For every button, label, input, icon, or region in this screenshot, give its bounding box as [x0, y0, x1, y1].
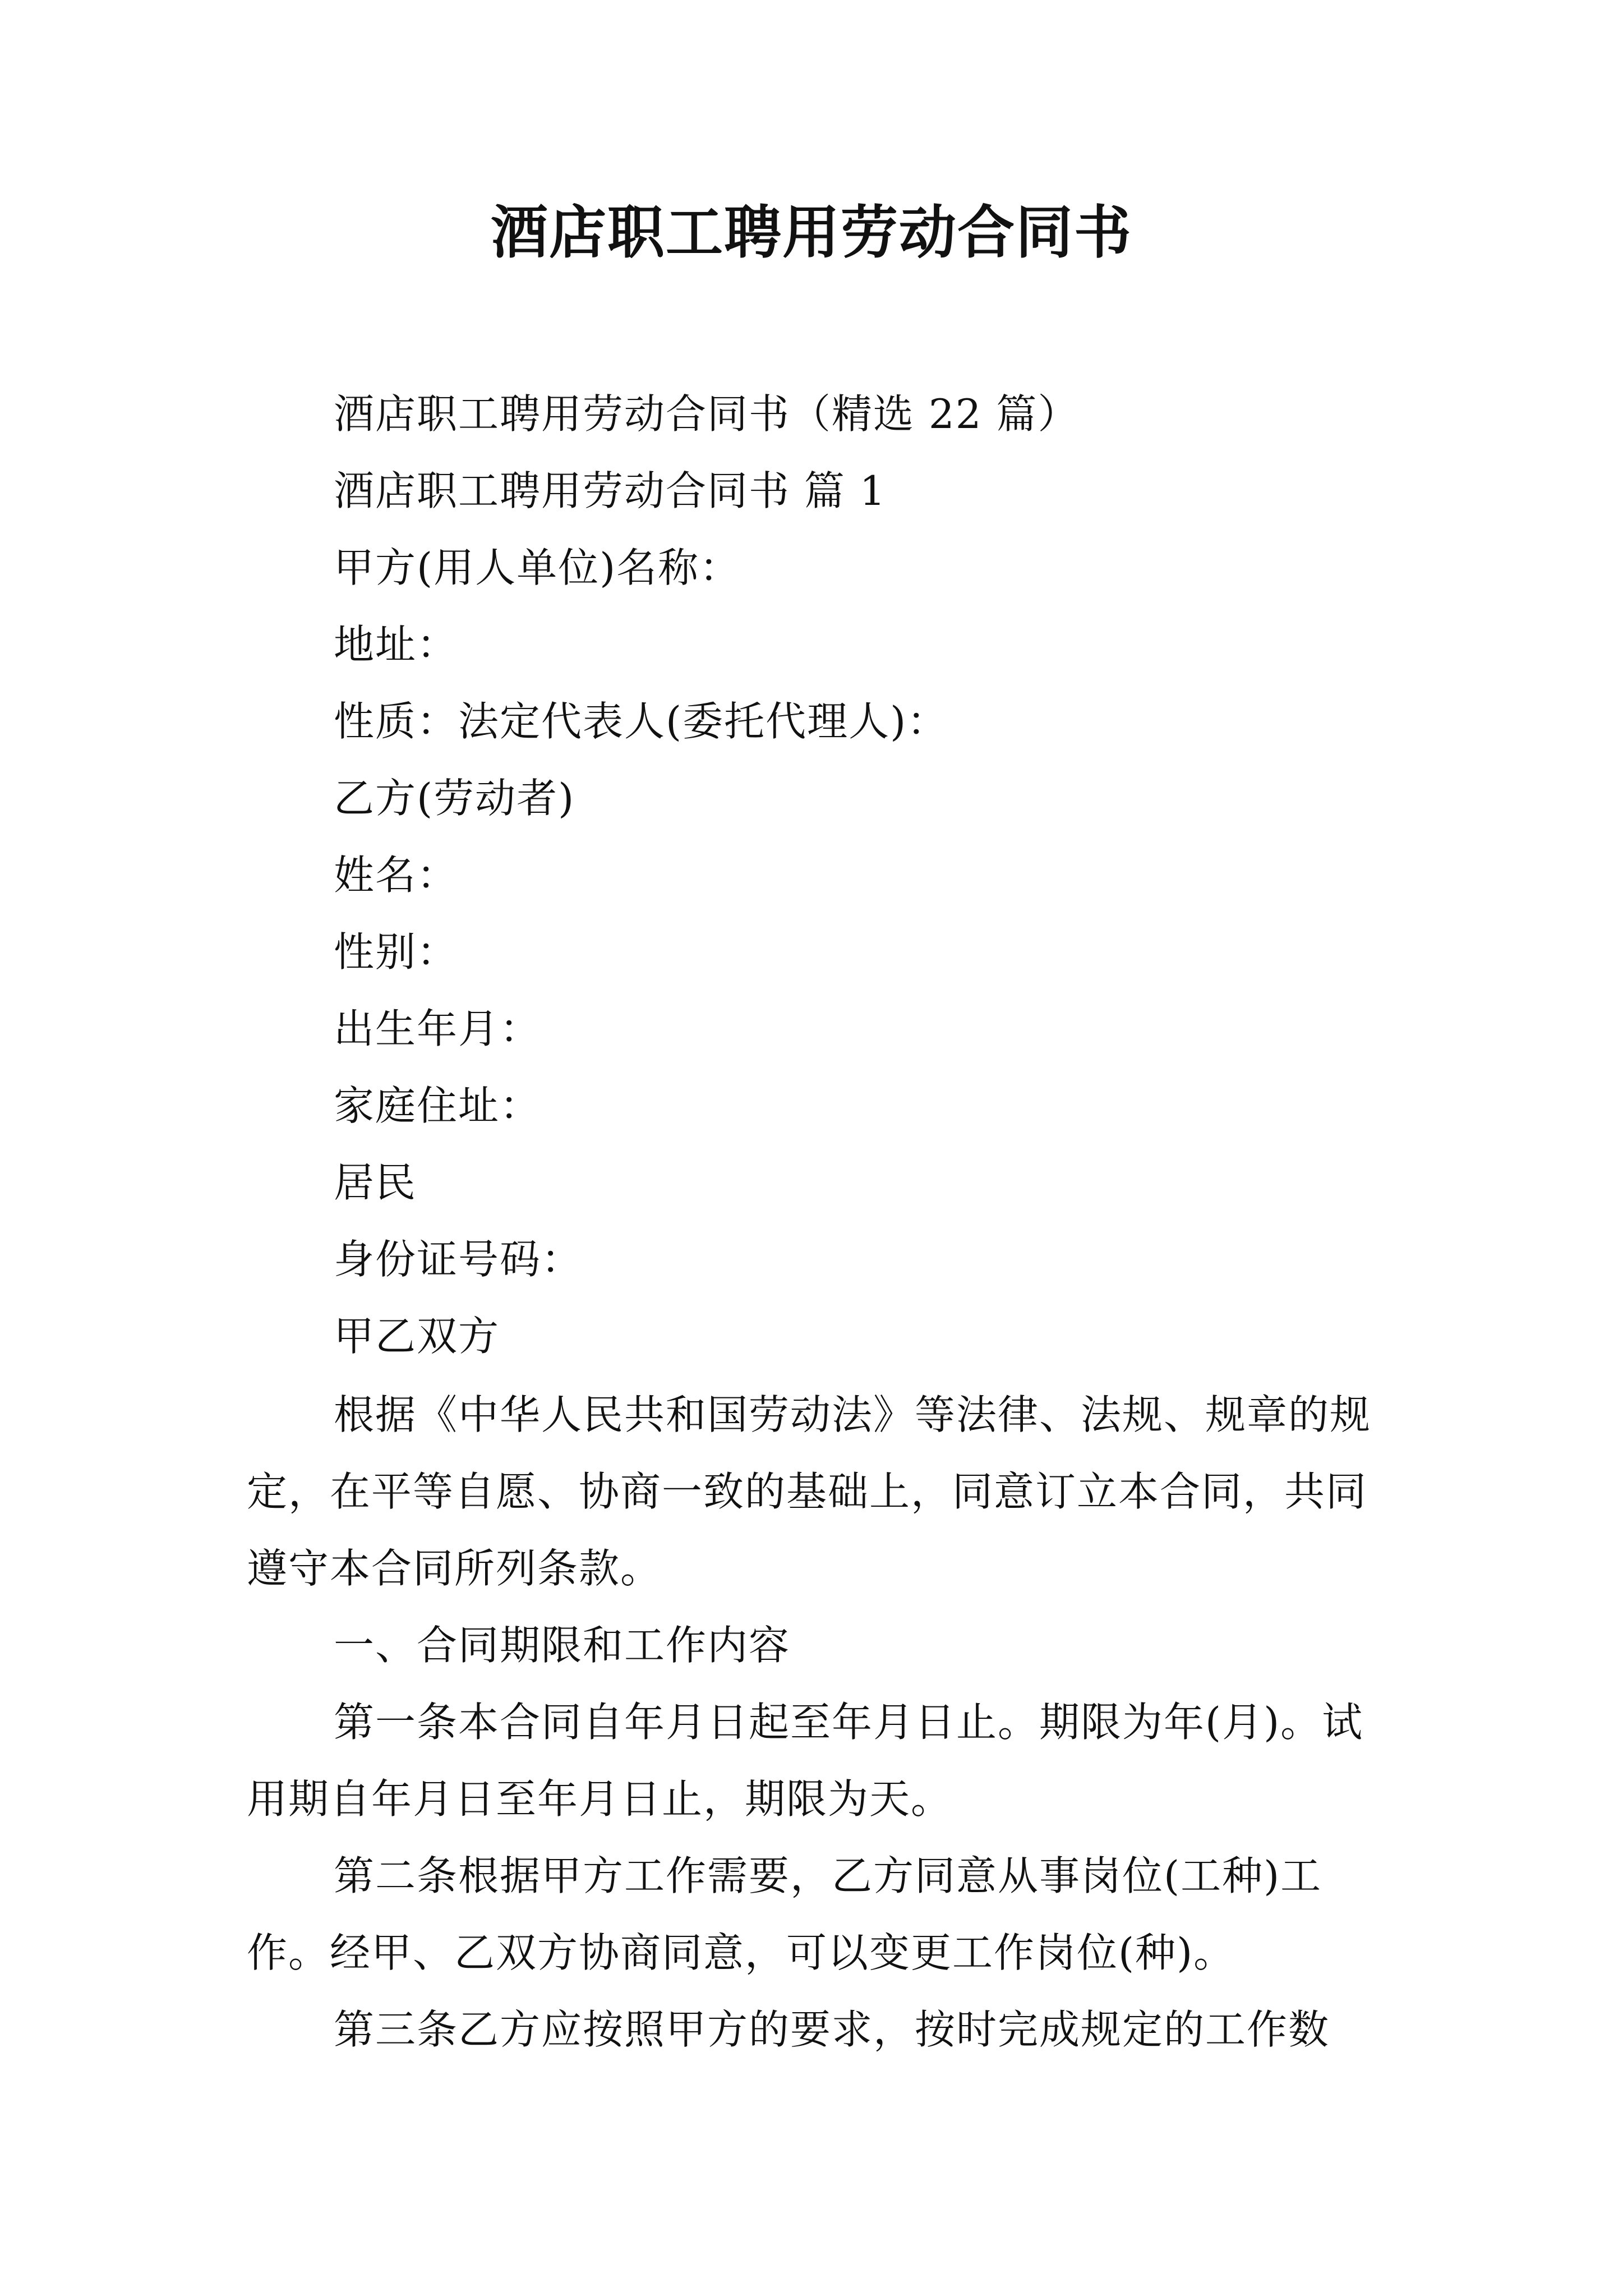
article-2-text: 第二条根据甲方工作需要，乙方同意从事岗位(工种)工作。经甲、乙双方协商同意，可以变更工作岗位(种)。	[247, 1852, 1322, 1976]
field-employer-name: 甲方(用人单位)名称：	[334, 544, 741, 591]
chapter-heading-text: 一、合同期限和工作内容	[334, 1622, 791, 1669]
document-title: 酒店职工聘用劳动合同书	[491, 199, 1132, 266]
both-parties-line: 甲乙双方	[334, 1313, 500, 1360]
party-b-heading: 乙方(劳动者)	[334, 775, 575, 822]
chapter-heading	[247, 1607, 1385, 1684]
article-3-paragraph	[247, 1991, 1385, 2068]
article-1-text: 第一条本合同自年月日起至年月日止。期限为年(月)。试用期自年月日至年月日止，期限为天。	[247, 1699, 1364, 1823]
field-id-number: 身份证号码：	[334, 1236, 583, 1283]
field-address: 地址：	[334, 621, 459, 668]
subtitle-line: 酒店职工聘用劳动合同书（精选 22 篇）	[334, 390, 1080, 438]
article-2-paragraph	[247, 1838, 1385, 1991]
article-1-paragraph	[247, 1684, 1385, 1838]
field-gender: 性别：	[334, 928, 459, 976]
field-nature-representative: 性质：法定代表人(委托代理人)：	[334, 698, 949, 745]
field-home-address: 家庭住址：	[334, 1082, 542, 1129]
preamble-paragraph	[247, 1377, 1385, 1607]
field-name: 姓名：	[334, 852, 459, 899]
section-heading: 酒店职工聘用劳动合同书 篇 1	[334, 467, 887, 514]
field-resident: 居民	[334, 1159, 417, 1206]
article-3-text: 第三条乙方应按照甲方的要求，按时完成规定的工作数	[334, 2006, 1330, 2053]
field-birth-date: 出生年月：	[334, 1005, 542, 1052]
preamble-text: 根据《中华人民共和国劳动法》等法律、法规、规章的规定，在平等自愿、协商一致的基础上，同意订立本合同，共同遵守本合同所列条款。	[247, 1391, 1372, 1592]
